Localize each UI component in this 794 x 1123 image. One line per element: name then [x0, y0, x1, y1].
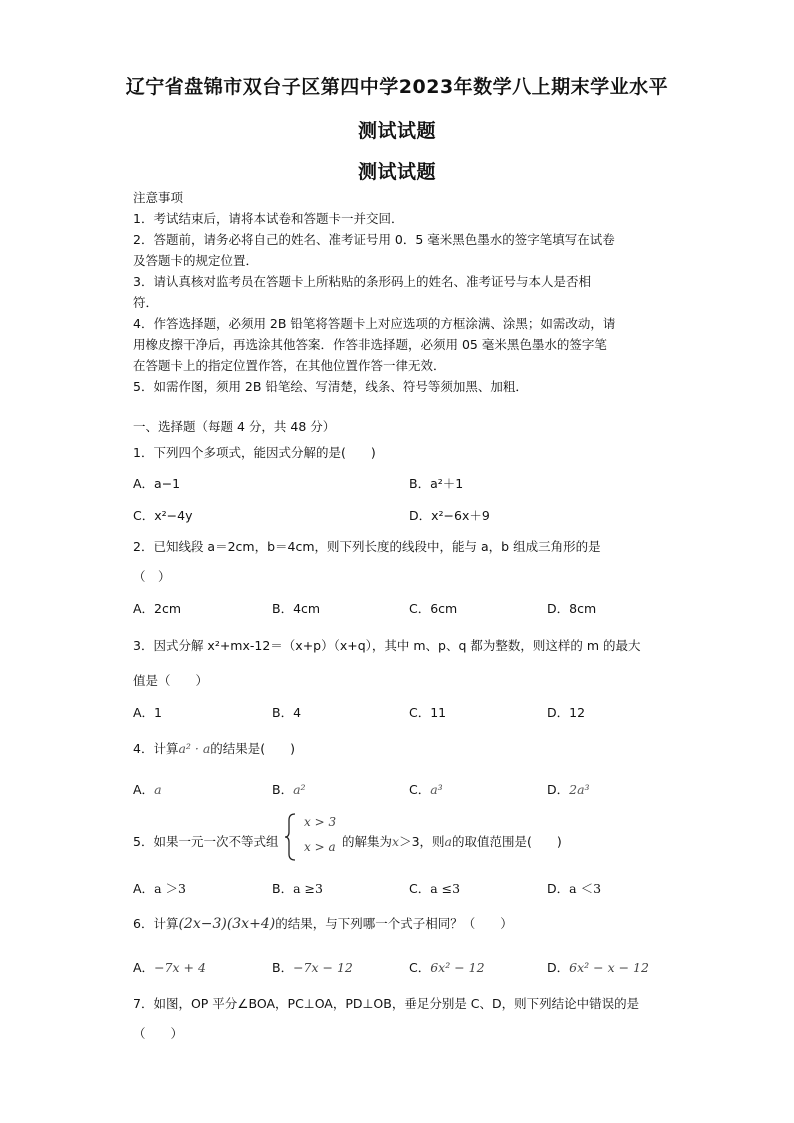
question-5-option-c: C．a ≤3 [409, 881, 461, 896]
question-7-stem-cont: （ ） [133, 1026, 184, 1041]
notice-line-3: 及答题卡的规定位置． [133, 253, 259, 268]
question-3-stem: 3．因式分解 x²+mx-12＝（x+p）（x+q），其中 m、p、q 都为整数，则这样的 m 的最大 [133, 638, 641, 653]
notice-line-5: 符． [133, 295, 159, 310]
question-3-stem-cont: 值是（ ） [133, 673, 209, 688]
question-4-option-c: C．a³ [409, 782, 443, 797]
notice-heading: 注意事项 [133, 190, 184, 205]
question-1-option-d: D．x²−6x＋9 [409, 508, 490, 523]
inequality-1: x > 3 [304, 815, 337, 829]
left-brace-icon [284, 812, 298, 862]
question-2-option-c: C．6cm [409, 601, 458, 616]
question-4-suffix: 的结果是( ) [210, 741, 296, 756]
question-3-option-c: C．11 [409, 705, 447, 720]
question-6-option-a: A．−7x + 4 [133, 960, 206, 975]
question-4-option-a: A．a [133, 782, 162, 797]
question-2-stem-cont: （ ） [133, 569, 171, 584]
question-2-option-a: A．2cm [133, 601, 182, 616]
question-5-option-a: A．a ＞3 [133, 881, 186, 896]
question-4-expression: a² · a [178, 741, 211, 756]
inequality-system [284, 812, 344, 862]
question-2-stem: 2．已知线段 a＝2cm，b＝4cm，则下列长度的线段中，能与 a，b 组成三角形的是 [133, 539, 601, 554]
notice-line-9: 5．如需作图，须用 2B 铅笔绘、写清楚，线条、符号等须加黑、加粗． [133, 379, 528, 394]
question-5-option-b: B．a ≥3 [272, 881, 323, 896]
question-3-option-b: B．4 [272, 705, 302, 720]
exam-title-line2: 测试试题 [357, 120, 436, 142]
exam-title-line3: 测试试题 [357, 161, 436, 183]
notice-line-2: 2．答题前，请务必将自己的姓名、准考证号用 0．5 毫米黑色墨水的签字笔填写在试卷 [133, 232, 615, 247]
notice-line-4: 3．请认真核对监考员在答题卡上所粘贴的条形码上的姓名、准考证号与本人是否相 [133, 274, 591, 289]
notice-line-1: 1．考试结束后，请将本试卷和答题卡一并交回． [133, 211, 404, 226]
question-6-expression: (2x−3)(3x+4) [178, 916, 276, 932]
question-5-suffix: 的解集为x＞3，则a的取值范围是( ) [342, 834, 562, 849]
notice-line-6: 4．作答选择题，必须用 2B 铅笔将答题卡上对应选项的方框涂满、涂黑；如需改动，请 [133, 316, 616, 331]
section-heading: 一、选择题（每题 4 分，共 48 分） [133, 419, 336, 434]
exam-title-line1: 辽宁省盘锦市双台子区第四中学2023年数学八上期末学业水平 [125, 76, 669, 98]
question-4-stem [133, 739, 295, 757]
question-1-option-b: B．a²＋1 [409, 476, 464, 491]
question-1-stem: 1．下列四个多项式，能因式分解的是( ) [133, 445, 376, 460]
question-3-option-a: A．1 [133, 705, 163, 720]
question-1-option-c: C．x²−4y [133, 508, 193, 523]
question-6-option-c: C．6x² − 12 [409, 960, 485, 975]
question-2-option-b: B．4cm [272, 601, 321, 616]
question-4-option-d: D．2a³ [547, 782, 590, 797]
question-6-option-d: D．6x² − x − 12 [547, 960, 649, 975]
question-2-option-d: D．8cm [547, 601, 597, 616]
question-4-option-b: B．a² [272, 782, 306, 797]
notice-line-8: 在答题卡上的指定位置作答，在其他位置作答一律无效． [133, 358, 446, 373]
question-3-option-d: D．12 [547, 705, 586, 720]
question-5-prefix: 5．如果一元一次不等式组 [133, 834, 279, 849]
inequality-2: x > a [304, 840, 336, 854]
question-6-stem: 6．计算(2x−3)(3x+4)的结果，与下列哪一个式子相同？（ ） [133, 916, 513, 932]
question-1-option-a: A．a−1 [133, 476, 181, 491]
notice-line-7: 用橡皮擦干净后，再选涂其他答案．作答非选择题，必须用 05 毫米黑色墨水的签字笔 [133, 337, 607, 352]
question-6-option-b: B．−7x − 12 [272, 960, 353, 975]
question-4-prefix: 4．计算 [133, 741, 179, 756]
question-7-stem: 7．如图，OP 平分∠BOA，PC⊥OA，PD⊥OB，垂足分别是 C、D，则下列结论中错误的是 [133, 996, 640, 1011]
question-5-option-d: D．a ＜3 [547, 881, 602, 896]
